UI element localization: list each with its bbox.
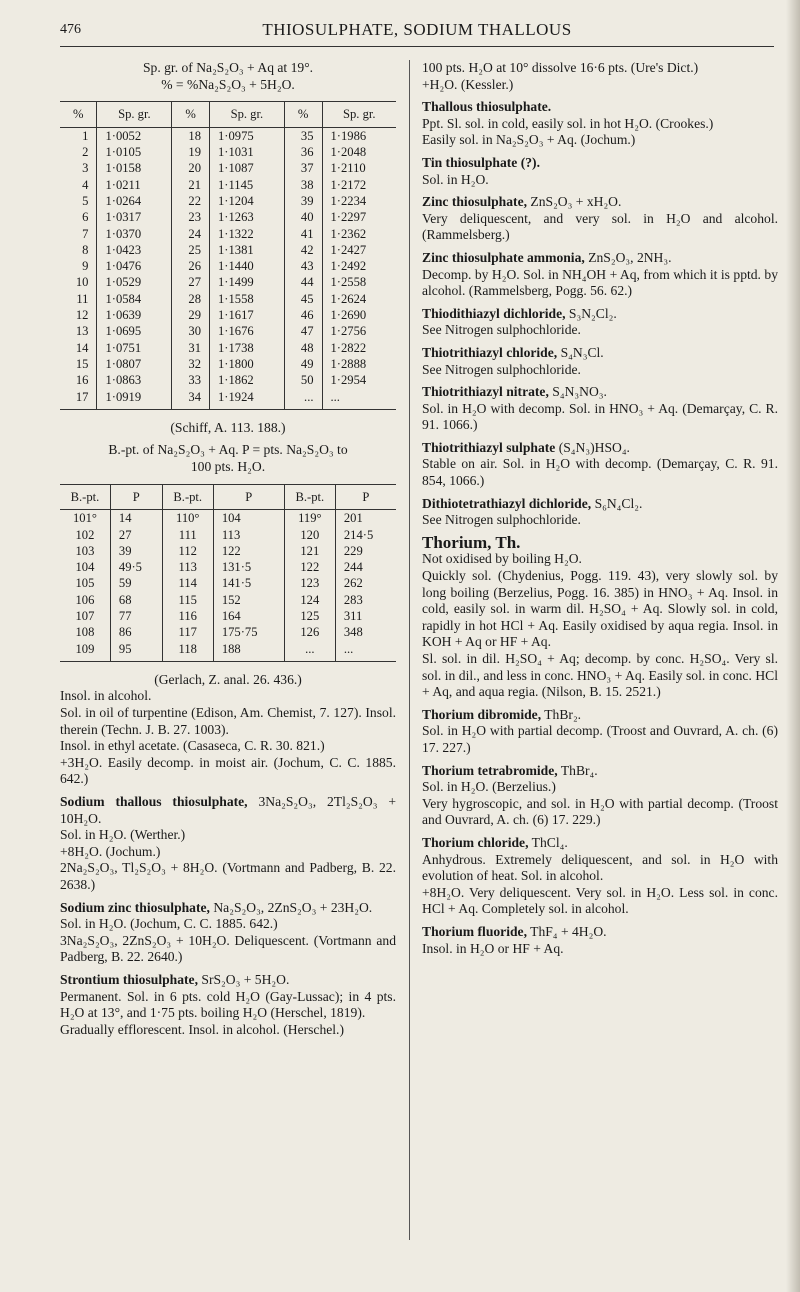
table-cell: 1·0639 (97, 307, 172, 323)
entry-thiotrithiazyl-nitrate (422, 384, 778, 401)
entry-formula: S₄N₃Cl. (560, 344, 604, 360)
table-cell: 1·2624 (322, 291, 396, 307)
paragraph: +8H₂O. (Jochum.) (60, 843, 161, 859)
table-cell: 244 (335, 559, 396, 575)
table-cell: 77 (110, 608, 162, 624)
table-row (60, 543, 396, 559)
table-cell: 1·1087 (209, 160, 284, 176)
table-cell: 50 (284, 372, 322, 388)
entry-heading: Thorium fluoride, (422, 923, 527, 939)
table-row (60, 258, 396, 274)
table-cell: 1·2558 (322, 274, 396, 290)
table-cell: 1·0584 (97, 291, 172, 307)
table-cell: 13 (75, 324, 89, 339)
table-cell: 1·0158 (97, 160, 172, 176)
table-cell: 122 (213, 543, 284, 559)
entry-thorium-chloride (422, 835, 778, 852)
table-header-cell: Sp. gr. (209, 102, 284, 128)
entry-formula: S₄N₃NO₃. (552, 384, 607, 400)
entry-heading: Sodium thallous thiosulphate, (60, 794, 248, 810)
table-row (60, 372, 396, 388)
table-cell: 1·0052 (97, 127, 172, 144)
table-cell: 103 (75, 543, 95, 558)
entry-strontium (60, 972, 396, 989)
table-cell: 1·2756 (322, 323, 396, 339)
table-cell: 21 (172, 177, 210, 193)
paragraph: Sol. in H₂O. (Werther.) (60, 827, 186, 843)
table-cell: 1·1499 (209, 274, 284, 290)
paragraph: Gradually efflorescent. Insol. in alcohol. (Herschel.) (60, 1021, 344, 1037)
table-cell: 1·0264 (97, 193, 172, 209)
entry-heading: Thiotrithiazyl chloride, (422, 344, 558, 360)
table-cell: 43 (284, 258, 322, 274)
table-cell: ... (322, 389, 396, 410)
table-cell: 104 (213, 510, 284, 527)
table-row (60, 209, 396, 225)
table-cell: 1·1924 (209, 389, 284, 410)
entry-heading: Tin thiosulphate (?). (422, 154, 540, 170)
table-cell: 109 (60, 641, 110, 662)
table-cell: 214·5 (335, 527, 396, 543)
paragraph: Sol. in oil of turpentine (Edison, Am. Chemist, 7. 127). Insol. therein (Techn. J. B. 27. 1003). (60, 705, 396, 737)
entry-formula: S₆N₄Cl₂. (594, 495, 643, 511)
table-cell: 104 (75, 560, 95, 575)
table-cell: 102 (75, 527, 95, 542)
table-cell: 36 (284, 144, 322, 160)
table-cell: 5 (82, 193, 89, 208)
table1-caption: Sp. gr. of Na₂S₂O₃ + Aq at 19°. (142, 60, 314, 75)
table-cell: 108 (75, 625, 95, 640)
table-cell: 29 (172, 307, 210, 323)
table-cell: 20 (172, 160, 210, 176)
paragraph: Very hygroscopic, and sol. in H₂O with partial decomp. (Troost and Ouvrard, A. ch. (6) 17. 229.) (422, 795, 778, 828)
table-cell: 116 (162, 608, 213, 624)
table-cell: 101° (72, 511, 97, 526)
table-cell: 111 (162, 527, 213, 543)
table1-source: (Schiff, A. 113. 188.) (170, 419, 286, 435)
table-cell: 24 (172, 226, 210, 242)
table-row (60, 389, 396, 410)
entry-formula: S₃N₂Cl₂. (568, 305, 617, 321)
table-cell: 23 (172, 209, 210, 225)
table-cell: 1·1617 (209, 307, 284, 323)
column-divider (409, 60, 410, 1240)
table-header-cell: B.-pt. (60, 484, 110, 510)
table-cell: 34 (172, 389, 210, 410)
table-header-cell: B.-pt. (284, 484, 335, 510)
table-cell: 1·0370 (97, 226, 172, 242)
table-row (60, 127, 396, 144)
right-column (422, 60, 778, 957)
table-cell: 44 (284, 274, 322, 290)
table-cell: 122 (284, 559, 335, 575)
table-header-cell: P (335, 484, 396, 510)
table-cell: 4 (82, 177, 89, 192)
entry-sodium-thallous (60, 794, 396, 827)
paragraph: Insol. in ethyl acetate. (Casaseca, C. R. 30. 821.) (60, 738, 325, 754)
table-cell: 37 (284, 160, 322, 176)
table-cell: 188 (213, 641, 284, 662)
table-cell: 229 (335, 543, 396, 559)
entry-thorium-fluoride (422, 924, 778, 941)
left-column (60, 60, 396, 1038)
table-cell: 1·1440 (209, 258, 284, 274)
table2-subcaption: 100 pts. H₂O. (190, 459, 266, 475)
entry-heading: Sodium zinc thiosulphate, (60, 899, 210, 915)
table-cell: 118 (162, 641, 213, 662)
table-header-cell: Sp. gr. (322, 102, 396, 128)
entry-thiodithiazyl (422, 306, 778, 323)
table-cell: 1·2110 (322, 160, 396, 176)
table-cell: 311 (335, 608, 396, 624)
paragraph: Sol. in H₂O. (Jochum, C. C. 1885. 642.) (60, 916, 278, 932)
table-cell: 152 (213, 592, 284, 608)
table-cell: 105 (75, 576, 95, 591)
entry-formula: ThBr₂. (544, 706, 582, 722)
entry-dithiotetrathiazyl (422, 496, 778, 513)
entry-formula: (S₄N₃)HSO₄. (558, 439, 630, 455)
table-cell: 131·5 (213, 559, 284, 575)
table-cell: 1·2888 (322, 356, 396, 372)
table-row (60, 608, 396, 624)
table-row (60, 242, 396, 258)
entry-heading: Dithiotetrathiazyl dichloride, (422, 495, 592, 511)
table-cell: 1·1676 (209, 323, 284, 339)
paragraph: See Nitrogen sulphochloride. (422, 322, 581, 338)
table-cell: 18 (172, 127, 210, 144)
paragraph: Stable on air. Sol. in H₂O with decomp. (Demarçay, C. R. 91. 854, 1066.) (422, 456, 778, 489)
table-row (60, 356, 396, 372)
table-row (60, 592, 396, 608)
entry-heading: Zinc thiosulphate, (422, 194, 527, 210)
paragraph: See Nitrogen sulphochloride. (422, 361, 581, 377)
table-cell: 68 (110, 592, 162, 608)
table-cell: 19 (172, 144, 210, 160)
entry-thiotrithiazyl-chloride (422, 345, 778, 362)
boiling-point-table (60, 484, 396, 662)
paragraph: Decomp. by H₂O. Sol. in NH₄OH + Aq, from which it is pptd. by alcohol. (Rammelsberg, Pogg. 56. 62.) (422, 266, 778, 299)
entry-heading: Thorium tetrabromide, (422, 762, 558, 778)
table-cell: 1·2362 (322, 226, 396, 242)
entry-formula: Na₂S₂O₃, 2ZnS₂O₃ + 23H₂O. (213, 899, 373, 915)
table-cell: 41 (284, 226, 322, 242)
table-cell: 40 (284, 209, 322, 225)
entry-heading: Thiodithiazyl dichloride, (422, 305, 566, 321)
table-cell: 1·1862 (209, 372, 284, 388)
entry-zinc-ammonia (422, 250, 778, 267)
table-cell: 11 (76, 291, 89, 306)
table-cell: 114 (162, 575, 213, 591)
table-cell: 1·1322 (209, 226, 284, 242)
running-header (60, 18, 774, 47)
table-cell: 1·1031 (209, 144, 284, 160)
table-header-cell: % (172, 102, 210, 128)
table-cell: 117 (162, 624, 213, 640)
entry-sodium-zinc (60, 900, 396, 917)
table-row (60, 510, 396, 527)
paragraph: Insol. in H₂O or HF + Aq. (422, 940, 564, 956)
paragraph: Sol. in H₂O with partial decomp. (Troost and Ouvrard, A. ch. (6) 17. 227.) (422, 723, 778, 755)
table-header-cell: % (284, 102, 322, 128)
entry-heading: Zinc thiosulphate ammonia, (422, 249, 585, 265)
paragraph: 2Na₂S₂O₃, Tl₂S₂O₃ + 8H₂O. (Vortmann and Padberg, B. 22. 2638.) (60, 860, 396, 892)
table-cell: 113 (213, 527, 284, 543)
table-row (60, 575, 396, 591)
table-row (60, 193, 396, 209)
entry-formula: SrS₂O₃ + 5H₂O. (201, 971, 290, 987)
paragraph: 3Na₂S₂O₃, 2ZnS₂O₃ + 10H₂O. Deliquescent. (Vortmann and Padberg, B. 22. 2640.) (60, 932, 396, 965)
paragraph: Anhydrous. Extremely deliquescent, and sol. in H₂O with evolution of heat. Sol. in alcohol. (422, 851, 778, 884)
table-row (60, 340, 396, 356)
table-row (60, 624, 396, 640)
table-row (60, 527, 396, 543)
table-cell: 1·2427 (322, 242, 396, 258)
table-cell: 1·0317 (97, 209, 172, 225)
table-row (60, 559, 396, 575)
table-cell: ... (335, 641, 396, 662)
entry-thorium-tetrabromide (422, 763, 778, 780)
paragraph: 100 pts. H₂O at 10° dissolve 16·6 pts. (Ure's Dict.) (422, 60, 699, 75)
entry-thorium-dibromide (422, 707, 778, 724)
table-cell: 49 (284, 356, 322, 372)
table-cell: ... (284, 641, 335, 662)
table-cell: 348 (335, 624, 396, 640)
entry-formula: ThBr₄. (560, 762, 598, 778)
entry-heading: Thiotrithiazyl nitrate, (422, 384, 549, 400)
table-cell: 39 (110, 543, 162, 559)
entry-formula: ZnS₂O₃ + xH₂O. (530, 194, 622, 210)
entry-formula: ThF₄ + 4H₂O. (530, 923, 607, 939)
table-cell: 42 (284, 242, 322, 258)
table-cell: 125 (284, 608, 335, 624)
table-cell: 123 (284, 575, 335, 591)
table-cell: 1·0476 (97, 258, 172, 274)
table-header-cell: P (110, 484, 162, 510)
table-cell: 14 (110, 510, 162, 527)
table-cell: 1·0751 (97, 340, 172, 356)
paragraph: +3H₂O. Easily decomp. in moist air. (Jochum, C. C. 1885. 642.) (60, 754, 396, 787)
entry-heading: Thorium chloride, (422, 834, 529, 850)
table-cell: 1 (82, 128, 89, 143)
table-cell: 14 (75, 340, 89, 355)
table-cell: 8 (82, 242, 89, 257)
table-row (60, 274, 396, 290)
table-cell: 22 (172, 193, 210, 209)
entry-thiotrithiazyl-sulphate (422, 440, 778, 457)
paragraph: Quickly sol. (Chydenius, Pogg. 119. 43), very slowly sol. by long boiling (Berzelius, Pogg. 16. 385) in HNO₃ + Aq. Insol. in cold, easily sol. in warm dil. H₂SO₄ + Aq. Slowly sol. in cold, rapidly in hot HCl + Aq. Easily oxidised by aqua regia. Insol. in KOH + Aq or HF + Aq. (422, 568, 778, 650)
page-edge-shadow (786, 0, 800, 1292)
table-cell: 1·2297 (322, 209, 396, 225)
running-title: THIOSULPHATE, SODIUM THALLOUS (262, 20, 572, 39)
table-cell: 126 (284, 624, 335, 640)
table-cell: 107 (75, 608, 95, 623)
table2-caption: B.-pt. of Na₂S₂O₃ + Aq. P = pts. Na₂S₂O₃ to (108, 442, 348, 458)
table-cell: 26 (172, 258, 210, 274)
paragraph: See Nitrogen sulphochloride. (422, 512, 581, 528)
table-cell: 121 (284, 543, 335, 559)
table-cell: 1·0529 (97, 274, 172, 290)
table-cell: 16 (75, 373, 89, 388)
paragraph: Easily sol. in Na₂S₂O₃ + Aq. (Jochum.) (422, 132, 636, 148)
table-cell: 17 (60, 389, 97, 410)
table-cell: 1·0975 (209, 127, 284, 144)
table1-subcaption: % = %Na₂S₂O₃ + 5H₂O. (161, 76, 295, 92)
table-cell: 1·1145 (209, 177, 284, 193)
table-cell: 10 (75, 275, 89, 290)
table-cell: 1·0695 (97, 323, 172, 339)
table-cell: 1·2954 (322, 372, 396, 388)
table-row (60, 160, 396, 176)
table-row (60, 144, 396, 160)
table-cell: 6 (82, 210, 89, 225)
section-heading-thorium: Thorium, Th. (422, 532, 521, 552)
specific-gravity-table (60, 101, 396, 410)
table-cell: 3 (82, 161, 89, 176)
table-row (60, 177, 396, 193)
entry-formula: ThCl₄. (531, 834, 568, 850)
entry-heading: Thiotrithiazyl sulphate (422, 439, 556, 455)
table-cell: 115 (162, 592, 213, 608)
table-cell: 1·2492 (322, 258, 396, 274)
paragraph: +H₂O. (Kessler.) (422, 76, 514, 92)
table-row (60, 641, 396, 662)
page-number: 476 (60, 22, 81, 37)
table-cell: ... (284, 389, 322, 410)
paragraph: Permanent. Sol. in 6 pts. cold H₂O (Gay-Lussac); in 4 pts. H₂O at 13°, and 1·75 pts. boiling H₂O (Herschel, 1819). (60, 988, 396, 1021)
table-header-cell: P (213, 484, 284, 510)
table-cell: 175·75 (213, 624, 284, 640)
table-cell: 27 (110, 527, 162, 543)
table-cell: 201 (335, 510, 396, 527)
paragraph: Sl. sol. in dil. H₂SO₄ + Aq; decomp. by conc. H₂SO₄. Very sl. sol. in dil., and less in conc. HNO₃ + Aq. Easily sol. in conc. HCl + Aq, and aqua regia. (Nilson, B. 15. 2521.) (422, 651, 778, 700)
table-cell: 1·2822 (322, 340, 396, 356)
table-cell: 30 (172, 323, 210, 339)
table-cell: 45 (284, 291, 322, 307)
table-cell: 7 (82, 226, 89, 241)
table-cell: 1·0423 (97, 242, 172, 258)
table-cell: 141·5 (213, 575, 284, 591)
table-cell: 86 (110, 624, 162, 640)
table-cell: 1·0105 (97, 144, 172, 160)
table-cell: 120 (284, 527, 335, 543)
table-cell: 49·5 (110, 559, 162, 575)
table-cell: 1·1263 (209, 209, 284, 225)
table-row (60, 226, 396, 242)
table-cell: 48 (284, 340, 322, 356)
table-cell: 1·2690 (322, 307, 396, 323)
entry-heading: Thallous thiosulphate. (422, 99, 552, 115)
table-cell: 1·2172 (322, 177, 396, 193)
table-cell: 1·2234 (322, 193, 396, 209)
table-cell: 9 (82, 259, 89, 274)
paragraph: Not oxidised by boiling H₂O. (422, 551, 582, 567)
table-cell: 95 (110, 641, 162, 662)
table-cell: 39 (284, 193, 322, 209)
table-cell: 112 (162, 543, 213, 559)
table-row (60, 291, 396, 307)
table-cell: 12 (75, 308, 89, 323)
table2-source: (Gerlach, Z. anal. 26. 436.) (154, 671, 302, 687)
table-cell: 1·0863 (97, 372, 172, 388)
entry-heading: Thorium dibromide, (422, 706, 542, 722)
table-cell: 33 (172, 372, 210, 388)
table-cell: 1·1558 (209, 291, 284, 307)
table-cell: 113 (162, 559, 213, 575)
entry-formula: ZnS₂O₃, 2NH₃. (588, 249, 672, 265)
table-cell: 2 (82, 145, 89, 160)
table-cell: 1·1204 (209, 193, 284, 209)
entry-zinc (422, 194, 778, 211)
table-row (60, 307, 396, 323)
table-cell: 164 (213, 608, 284, 624)
table-cell: 1·0211 (97, 177, 172, 193)
table-cell: 15 (75, 356, 89, 371)
table-cell: 1·1738 (209, 340, 284, 356)
table-cell: 262 (335, 575, 396, 591)
table-cell: 47 (284, 323, 322, 339)
table-cell: 119° (284, 510, 335, 527)
table-cell: 28 (172, 291, 210, 307)
table-header-cell: B.-pt. (162, 484, 213, 510)
table-cell: 1·0919 (97, 389, 172, 410)
paragraph: Insol. in alcohol. (60, 688, 152, 704)
table-cell: 25 (172, 242, 210, 258)
table-cell: 31 (172, 340, 210, 356)
table-cell: 106 (75, 592, 95, 607)
table-cell: 38 (284, 177, 322, 193)
paragraph: Sol. in H₂O. (Berzelius.) (422, 779, 556, 795)
paragraph: Sol. in H₂O with decomp. Sol. in HNO₃ + Aq. (Demarçay, C. R. 91. 1066.) (422, 400, 778, 433)
paragraph: Very deliquescent, and very sol. in H₂O and alcohol. (Rammelsberg.) (422, 210, 778, 243)
entry-heading: Strontium thiosulphate, (60, 971, 198, 987)
paragraph: Ppt. Sl. sol. in cold, easily sol. in hot H₂O. (Crookes.) (422, 115, 714, 131)
table-cell: 1·1381 (209, 242, 284, 258)
table-cell: 59 (110, 575, 162, 591)
table-cell: 110° (162, 510, 213, 527)
table-cell: 1·0807 (97, 356, 172, 372)
table-cell: 32 (172, 356, 210, 372)
table-cell: 1·1986 (322, 127, 396, 144)
table-cell: 1·2048 (322, 144, 396, 160)
paragraph: Sol. in H₂O. (422, 171, 489, 187)
table-row (60, 323, 396, 339)
table-cell: 124 (284, 592, 335, 608)
entry-formula: 3Na₂S₂O₃, 2Tl₂S₂O₃ + 10H₂O. (60, 794, 397, 826)
paragraph: +8H₂O. Very deliquescent. Very sol. in H₂O. Less sol. in conc. HCl + Aq. Completely sol. in alcohol. (422, 884, 778, 917)
table-header-cell: % (60, 102, 97, 128)
table-cell: 35 (284, 127, 322, 144)
table-cell: 27 (172, 274, 210, 290)
table-cell: 1·1800 (209, 356, 284, 372)
table-header-cell: Sp. gr. (97, 102, 172, 128)
table-cell: 283 (335, 592, 396, 608)
table-cell: 46 (284, 307, 322, 323)
